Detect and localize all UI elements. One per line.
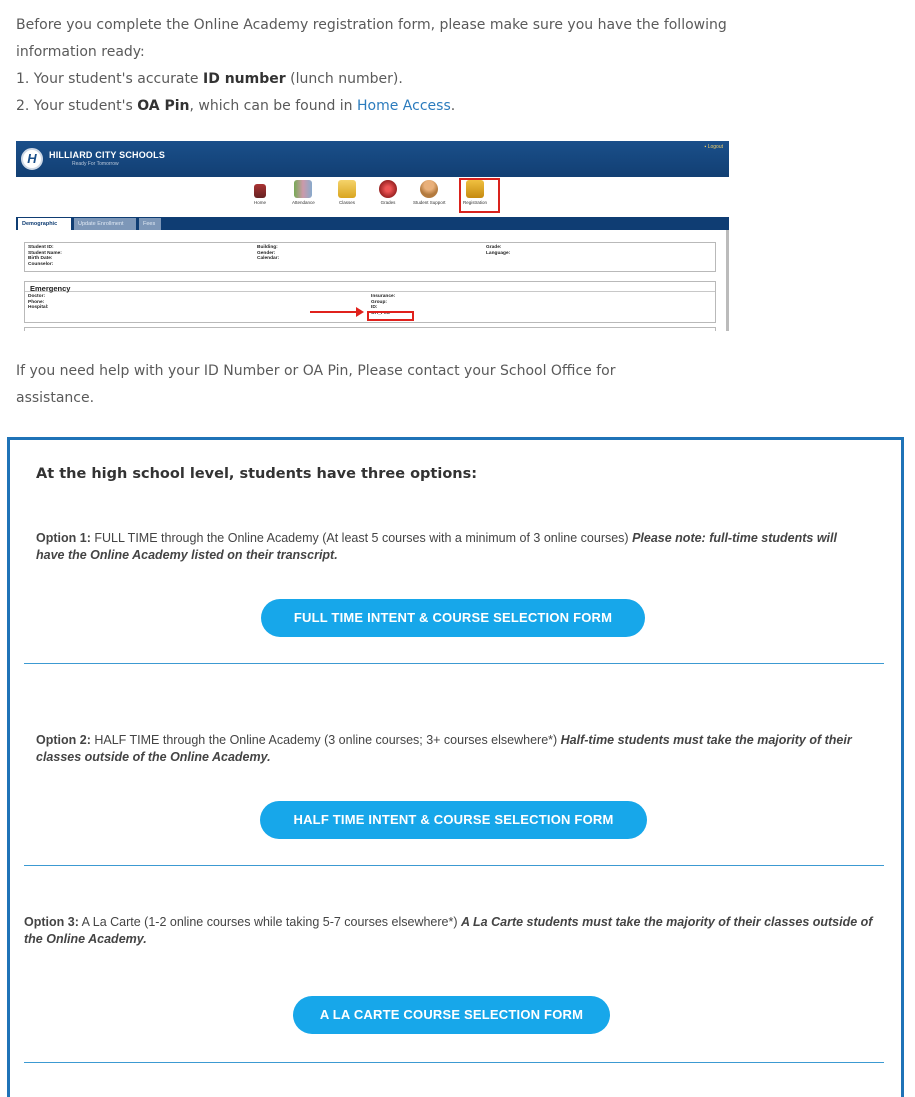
option-3-note: A La Carte students must take the majority of their classes outside of the Online Academy. — [24, 915, 873, 946]
req-pin-pre: 2. Your student's — [16, 98, 138, 114]
field-insurance: Insurance: — [371, 294, 396, 299]
nav-classes — [338, 180, 356, 205]
screenshot-nav — [16, 177, 729, 213]
divider-2 — [24, 865, 884, 866]
nav-student-support — [413, 180, 446, 205]
option-3-desc: A La Carte (1-2 online courses while taking 5-7 courses elsewhere*) — [78, 915, 462, 929]
home-access-link[interactable]: Home Access — [357, 98, 451, 114]
field-student-name: Student Name: — [28, 250, 62, 256]
nav-classes-label: Classes — [338, 200, 355, 205]
requirement-id — [16, 66, 736, 93]
field-birth-date: Birth Date: — [28, 256, 53, 261]
nav-home — [254, 180, 266, 205]
screenshot-tagline: Ready For Tomorrow — [72, 161, 119, 167]
option-1-desc: FULL TIME through the Online Academy (At least 5 courses with a minimum of 3 online courses) — [90, 531, 633, 545]
a-la-carte-form-button[interactable]: A LA CARTE COURSE SELECTION FORM — [293, 996, 610, 1034]
registration-highlight — [459, 178, 500, 213]
logout-label: Logout — [707, 144, 723, 150]
field-hospital: Hospital: — [28, 305, 49, 310]
attendance-icon — [294, 180, 312, 198]
student-right-col — [486, 245, 510, 256]
district-logo-icon: H — [21, 148, 43, 170]
nav-registration-label: Registration — [463, 200, 488, 205]
requirement-pin — [16, 93, 736, 120]
nav-grades — [379, 180, 397, 205]
field-counselor: Counselor: — [28, 261, 54, 267]
tab-demographic: Demographic — [18, 218, 71, 230]
nav-support-label: Student Support — [413, 200, 446, 205]
half-time-form-button[interactable]: HALF TIME INTENT & COURSE SELECTION FORM — [260, 801, 647, 839]
screenshot-logout: ▪ Logout — [704, 144, 723, 150]
req-id-pre: 1. Your student's accurate — [16, 71, 203, 87]
emergency-left-col — [28, 294, 49, 311]
tab-update-enrollment: Update Enrollment — [74, 218, 136, 230]
full-time-form-button[interactable]: FULL TIME INTENT & COURSE SELECTION FORM — [261, 599, 645, 637]
divider-3 — [24, 1062, 884, 1063]
divider-1 — [24, 663, 884, 664]
help-text: If you need help with your ID Number or OA Pin, Please contact your School Office for assistance. — [16, 363, 616, 406]
screenshot-brand: HILLIARD CITY SCHOOLS — [49, 150, 166, 160]
req-id-post: (lunch number). — [285, 71, 403, 87]
field-group: Group: — [371, 299, 387, 305]
option-3-label: Option 3: — [24, 915, 79, 929]
grades-icon — [379, 180, 397, 198]
option-1-text — [36, 530, 866, 564]
person-icon — [420, 180, 438, 198]
field-student-id: Student ID: — [28, 245, 54, 250]
student-panel — [24, 242, 716, 272]
arrow-line — [310, 311, 358, 313]
option-3-text — [24, 914, 884, 948]
field-building: Building: — [257, 245, 278, 250]
options-box — [7, 437, 904, 1097]
emergency-divider — [25, 291, 715, 292]
option-2-text — [36, 732, 881, 766]
student-left-col — [28, 245, 62, 267]
req-pin-bold: OA Pin — [137, 98, 190, 114]
screenshot-tabs — [16, 217, 729, 230]
arrow-right-icon — [356, 307, 364, 317]
req-pin-post: . — [450, 98, 456, 114]
option-1-note: Please note: full-time students will have the Online Academy listed on their transcript. — [36, 531, 837, 562]
req-id-bold: ID number — [203, 71, 286, 87]
field-id: ID: — [371, 305, 378, 310]
screenshot-header — [16, 141, 729, 177]
field-phone: Phone: — [28, 299, 45, 305]
intro-section — [16, 12, 736, 120]
options-heading: At the high school level, students have three options: — [36, 466, 478, 482]
home-access-screenshot — [16, 141, 729, 331]
field-doctor: Doctor: — [28, 294, 46, 299]
field-gender: Gender: — [257, 250, 276, 256]
field-grade: Grade: — [486, 245, 502, 250]
student-mid-col — [257, 245, 279, 262]
oa-pin-highlight — [367, 311, 414, 321]
option-2-desc: HALF TIME through the Online Academy (3 online courses; 3+ courses elsewhere*) — [90, 733, 561, 747]
nav-home-label: Home — [254, 200, 267, 205]
book-icon — [338, 180, 356, 198]
house-icon — [254, 184, 266, 198]
nav-attendance — [292, 180, 315, 205]
intro-text: Before you complete the Online Academy registration form, please make sure you have the following information ready: — [16, 17, 727, 60]
lower-panel — [24, 327, 716, 331]
option-1-label: Option 1: — [36, 531, 91, 545]
nav-attendance-label: Attendance — [292, 200, 315, 205]
screenshot-scrollbar — [726, 230, 729, 331]
field-oa-pin: OA_PIN: — [371, 310, 391, 316]
tab-fees: Fees — [139, 218, 161, 230]
option-2-note: Half-time students must take the majority of their classes outside of the Online Academy. — [36, 733, 852, 764]
field-calendar: Calendar: — [257, 256, 280, 261]
emergency-title: Emergency — [30, 284, 71, 293]
field-language: Language: — [486, 250, 511, 256]
nav-grades-label: Grades — [380, 200, 396, 205]
req-pin-mid: , which can be found in — [189, 98, 358, 114]
option-2-label: Option 2: — [36, 733, 91, 747]
